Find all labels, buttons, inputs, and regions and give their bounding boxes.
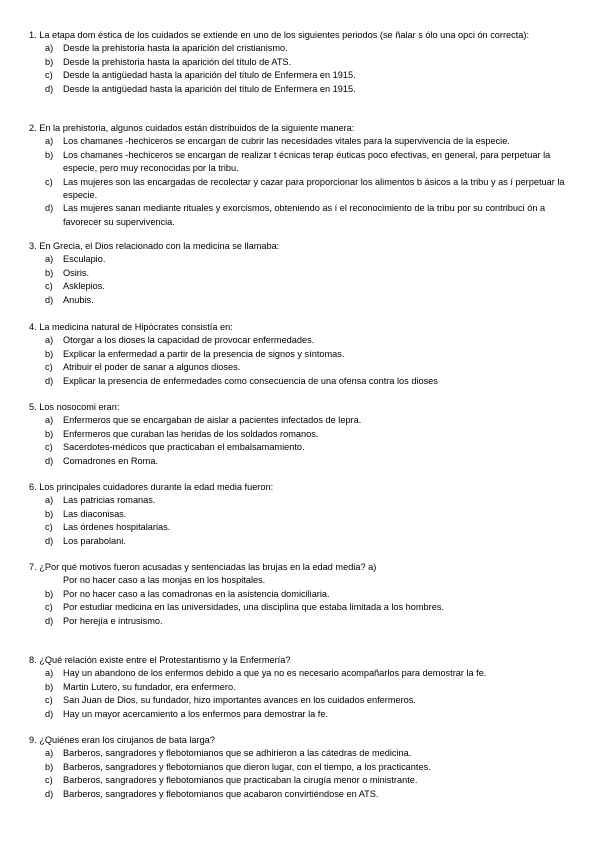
question-stem: 3. En Grecia, el Dios relacionado con la medicina se llamaba: <box>29 241 280 251</box>
option <box>29 508 574 521</box>
option-text: Desde la antigüedad hasta la aparición del título de Enfermera en 1915. <box>63 70 356 81</box>
question-stem: 7. ¿Por qué motivos fueron acusadas y sentenciadas las brujas en la edad media? a) <box>29 562 377 572</box>
question-stem: 1. La etapa dom éstica de los cuidados se extiende en uno de los siguientes periodos (se ñalar s ólo una opci ón correcta): <box>29 30 530 40</box>
option-list <box>29 135 574 229</box>
option-letter: c) <box>45 602 53 613</box>
option-text: Esculapio. <box>63 254 106 265</box>
option-letter: d) <box>45 294 54 305</box>
option-letter: a) <box>45 43 54 54</box>
option-text: Barberos, sangradores y flebotomianos que dieron lugar, con el tiempo, a los practicantes. <box>63 761 431 772</box>
option <box>29 253 574 266</box>
option <box>29 694 574 707</box>
option-letter: b) <box>45 761 54 772</box>
option-text: Anubis. <box>63 294 94 305</box>
option-letter: a) <box>45 254 54 265</box>
option-letter: d) <box>45 455 54 466</box>
option-letter: d) <box>45 203 54 214</box>
option-letter: a) <box>45 748 54 759</box>
option <box>29 601 574 614</box>
option-letter: c) <box>45 70 53 81</box>
option <box>29 176 574 203</box>
option-list <box>29 574 574 628</box>
option-letter: c) <box>45 176 53 187</box>
option-text: Osiris. <box>63 267 90 278</box>
option-list <box>29 253 574 307</box>
question-8 <box>29 654 574 721</box>
option-text: Hay un abandono de los enfermos debido a que ya no es necesario acompañarlos para demostrar la fe. <box>63 668 487 679</box>
option <box>29 441 574 454</box>
option <box>29 69 574 82</box>
option-letter: b) <box>45 428 54 439</box>
question-stem: 4. La medicina natural de Hipócrates consistía en: <box>29 322 233 332</box>
question-stem: 8. ¿Qué relación existe entre el Protestantismo y la Enfermería? <box>29 655 291 665</box>
option-text: Comadrones en Roma. <box>63 455 158 466</box>
option <box>29 681 574 694</box>
option-text: Otorgar a los dioses la capacidad de provocar enfermedades. <box>63 335 315 346</box>
option-text: Hay un mayor acercamiento a los enfermos para demostrar la fe. <box>63 708 329 719</box>
option-letter: b) <box>45 588 54 599</box>
option-list <box>29 414 574 468</box>
option-letter: b) <box>45 149 54 160</box>
question-6 <box>29 481 574 548</box>
option <box>29 149 574 176</box>
option-text: Los chamanes -hechiceros se encargan de realizar t écnicas terap éuticas poco efectivas, en general, para perpetuar la especie, pero muy reconocidas por la tribu. <box>63 149 551 174</box>
option-text: Desde la prehistoria hasta la aparición del título de ATS. <box>63 56 292 67</box>
question-2 <box>29 122 574 229</box>
option-list <box>29 334 574 388</box>
option <box>29 267 574 280</box>
option-letter: a) <box>45 415 54 426</box>
option-text: Los parabolani. <box>63 535 126 546</box>
option <box>29 135 574 148</box>
option-letter: d) <box>45 615 54 626</box>
option-text: Los chamanes -hechiceros se encargan de cubrir las necesidades vitales para la supervivencia de la especie. <box>63 136 510 147</box>
option-letter: a) <box>45 668 54 679</box>
option <box>29 428 574 441</box>
option-letter: a) <box>45 335 54 346</box>
option <box>29 761 574 774</box>
option-letter: a) <box>45 495 54 506</box>
option-text: Por herejía e intrusismo. <box>63 615 163 626</box>
option <box>29 455 574 468</box>
question-stem: 6. Los principales cuidadores durante la edad media fueron: <box>29 482 274 492</box>
option-text: Enfermeros que curaban las heridas de los soldados romanos. <box>63 428 319 439</box>
option <box>29 348 574 361</box>
option-text: San Juan de Dios, su fundador, hizo importantes avances en los cuidados enfermeros. <box>63 695 416 706</box>
option <box>29 375 574 388</box>
question-5 <box>29 401 574 468</box>
option-letter: c) <box>45 695 53 706</box>
option-letter: b) <box>45 267 54 278</box>
option-text: Explicar la presencia de enfermedades como consecuencia de una ofensa contra los dioses <box>63 375 438 386</box>
option-text: Sacerdotes-médicos que practicaban el embalsamamiento. <box>63 442 305 453</box>
option-text: Martin Lutero, su fundador, era enfermero. <box>63 681 236 692</box>
option-text: Barberos, sangradores y flebotomianos que acabaron convirtiéndose en ATS. <box>63 788 379 799</box>
option <box>29 294 574 307</box>
option-text: Las mujeres sanan mediante rituales y exorcismos, obteniendo as í el reconocimiento de la tribu por su contribuci ón a favorecer su supervivencia. <box>63 203 546 227</box>
option-text: Por estudiar medicina en las universidades, una disciplina que estaba limitada a los hombres. <box>63 602 444 613</box>
option-letter: b) <box>45 508 54 519</box>
question-stem: 9. ¿Quiénes eran los cirujanos de bata larga? <box>29 735 215 745</box>
option-letter: b) <box>45 56 54 67</box>
option-list <box>29 667 574 721</box>
option-letter: d) <box>45 708 54 719</box>
option-list <box>29 747 574 801</box>
option-letter: d) <box>45 375 54 386</box>
option <box>29 334 574 347</box>
option <box>29 494 574 507</box>
option <box>29 774 574 787</box>
option-text: Desde la antigüedad hasta la aparición del título de Enfermera en 1915. <box>63 83 356 94</box>
option-text: Las patricias romanas. <box>63 495 156 506</box>
option-text: Por no hacer caso a las monjas en los hospitales. <box>63 575 266 586</box>
option <box>29 615 574 628</box>
question-4 <box>29 321 574 388</box>
option-text: Explicar la enfermedad a partir de la presencia de signos y síntomas. <box>63 348 345 359</box>
option <box>29 574 574 587</box>
option-list <box>29 42 574 96</box>
question-stem: 5. Los nosocomi eran: <box>29 402 120 412</box>
option <box>29 83 574 96</box>
option <box>29 521 574 534</box>
option <box>29 42 574 55</box>
option <box>29 708 574 721</box>
option-text: Atribuir el poder de sanar a algunos dioses. <box>63 362 241 373</box>
question-3 <box>29 240 574 307</box>
option-text: Las mujeres son las encargadas de recolectar y cazar para proporcionar los alimentos b ásicos a la tribu y as í perpetuar la especie. <box>63 176 565 201</box>
option-letter: a) <box>45 136 54 147</box>
option-text: Las órdenes hospitalarias. <box>63 522 171 533</box>
option <box>29 414 574 427</box>
question-9 <box>29 734 574 801</box>
option <box>29 361 574 374</box>
option-letter: c) <box>45 281 53 292</box>
question-7 <box>29 561 574 628</box>
option-letter: c) <box>45 362 53 373</box>
option-letter: c) <box>45 522 53 533</box>
option-list <box>29 494 574 548</box>
question-stem: 2. En la prehistoria, algunos cuidados están distribuidos de la siguiente manera: <box>29 123 355 133</box>
option <box>29 788 574 801</box>
option <box>29 56 574 69</box>
option-letter: b) <box>45 348 54 359</box>
option-letter: d) <box>45 535 54 546</box>
option <box>29 280 574 293</box>
option-letter: c) <box>45 775 53 786</box>
question-1 <box>29 29 574 96</box>
option-text: Las diaconisas. <box>63 508 127 519</box>
option <box>29 202 574 229</box>
option-text: Asklepios. <box>63 281 105 292</box>
option-letter: d) <box>45 83 54 94</box>
option-text: Enfermeros que se encargaban de aislar a pacientes infectados de lepra. <box>63 415 362 426</box>
option-letter: d) <box>45 788 54 799</box>
option-text: Barberos, sangradores y flebotomianos que practicaban la cirugía menor o ministrante. <box>63 775 418 786</box>
option <box>29 667 574 680</box>
option <box>29 747 574 760</box>
option-letter: b) <box>45 681 54 692</box>
option <box>29 535 574 548</box>
option-letter: c) <box>45 442 53 453</box>
option <box>29 588 574 601</box>
option-text: Desde la prehistoria hasta la aparición del cristianismo. <box>63 43 288 54</box>
option-text: Por no hacer caso a las comadronas en la asistencia domiciliaria. <box>63 588 330 599</box>
option-text: Barberos, sangradores y flebotomianos que se adhirieron a las cátedras de medicina. <box>63 748 412 759</box>
